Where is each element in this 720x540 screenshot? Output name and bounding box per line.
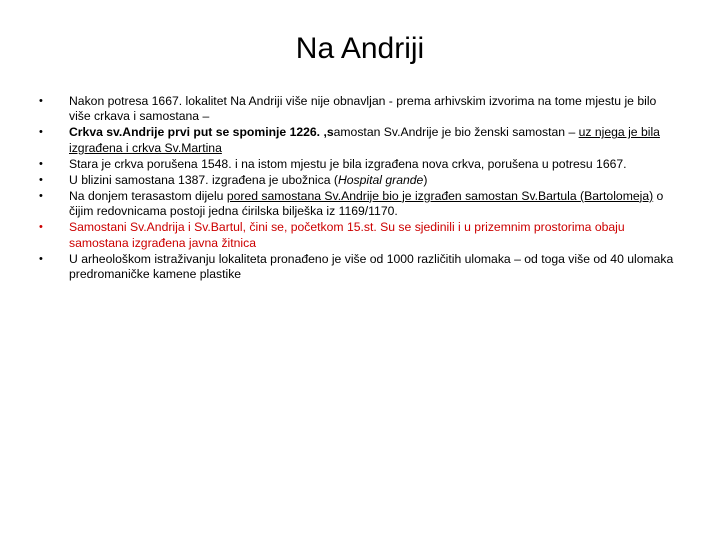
bullet-marker: •: [39, 189, 43, 202]
bullet-underlined-text: uz njega je bila izgrađena i crkva Sv.Martina: [69, 125, 660, 155]
bullet-item-6: [0, 220, 720, 251]
bullet-text-red: Samostani Sv.Andrija i Sv.Bartul, čini se, početkom 15.st. Su se sjedinili i u prizemnim prostorima obaju samostana izgrađena javna žitnica: [69, 220, 625, 250]
bullet-text-end: ): [423, 172, 428, 187]
bullet-item-4: [0, 173, 720, 188]
bullet-text: U arheološkom istraživanju lokaliteta pronađeno je više od 1000 različitih ulomaka – od toga više od 40 ulomaka predromaničke kamene plastike: [69, 251, 674, 282]
bullet-text: amostan Sv.Andrije je bio ženski samostan –: [333, 125, 579, 140]
bullet-marker: •: [39, 157, 43, 170]
bullet-item-7: [0, 252, 720, 283]
bullet-text-end: o čijim redovnicama postoji jedna ćirilska bilješka iz 1169/1170.: [69, 188, 664, 219]
bullet-text: Na donjem terasastom dijelu: [69, 188, 227, 203]
bullet-item-1: [0, 94, 720, 125]
bullet-underlined-text: pored samostana Sv.Andrije bio je izgrađen samostan Sv.Bartula (Bartolomeja): [226, 188, 654, 203]
bullet-marker: •: [39, 173, 43, 186]
bullet-text: U blizini samostana 1387. izgrađena je ubožnica (: [69, 172, 338, 187]
bullet-marker: •: [39, 95, 43, 107]
bullet-bold-text: Crkva sv.Andrije prvi put se spominje 1226. ,s: [69, 125, 334, 140]
bullet-marker: •: [39, 252, 43, 265]
bullet-item-5: [0, 189, 720, 220]
bullet-list: [0, 94, 720, 283]
bullet-text: Nakon potresa 1667. lokalitet Na Andriji više nije obnavljan - prema arhivskim izvorima na tome mjestu je bilo više crkava i samostana –: [69, 94, 657, 124]
bullet-marker: •: [39, 126, 43, 139]
bullet-text: Stara je crkva porušena 1548. i na istom mjestu je bila izgrađena nova crkva, porušena u potresu 1667.: [69, 156, 627, 171]
bullet-item-2: [0, 125, 720, 156]
slide-title: Na Andriji: [295, 32, 425, 65]
bullet-marker: •: [39, 221, 43, 234]
bullet-italic-text: Hospital grande: [337, 172, 424, 187]
bullet-item-3: [0, 157, 720, 172]
